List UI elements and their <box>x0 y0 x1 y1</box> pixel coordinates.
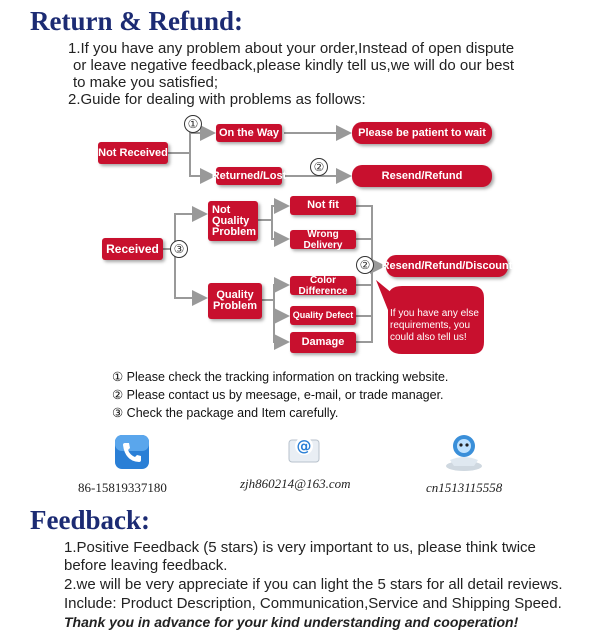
feedback-line-2: before leaving feedback. <box>64 557 228 574</box>
step-3: ③ Check the package and Item carefully. <box>112 406 339 420</box>
feedback-line-5: Thank you in advance for your kind understanding and cooperation! <box>64 614 519 630</box>
box-damage: Damage <box>290 332 356 353</box>
box-on-the-way: On the Way <box>216 124 282 142</box>
return-para-line-1: 1.If you have any problem about your order,Instead of open dispute <box>68 40 515 57</box>
box-resend-refund: Resend/Refund <box>352 165 492 187</box>
box-not-fit: Not fit <box>290 196 356 215</box>
box-wrong-delivery: Wrong Delivery <box>290 230 356 249</box>
svg-text:@: @ <box>296 437 312 455</box>
contact-im: cn1513115558 <box>426 480 503 495</box>
step-1: ① Please check the tracking information on tracking website. <box>112 370 449 384</box>
circle-number-2: ② <box>310 158 328 176</box>
return-para-line-4: 2.Guide for dealing with problems as follows: <box>68 91 366 108</box>
box-not-received: Not Received <box>98 142 168 164</box>
step-2: ② Please contact us by meesage, e-mail, or trade manager. <box>112 388 444 402</box>
circle-number-1: ① <box>184 115 202 133</box>
box-not-quality-problem: Not Quality Problem <box>208 201 258 241</box>
contact-phone: 86-15819337180 <box>78 480 167 495</box>
circle-number-3: ③ <box>170 240 188 258</box>
return-para-line-2: or leave negative feedback,please kindly tell us,we will do our best <box>73 57 515 74</box>
box-quality-defect: Quality Defect <box>290 306 356 325</box>
phone-icon <box>114 434 150 470</box>
return-refund-title: Return & Refund: <box>30 6 243 36</box>
box-patient-wait: Please be patient to wait <box>352 122 492 144</box>
feedback-line-1: 1.Positive Feedback (5 stars) is very important to us, please think twice <box>64 539 536 556</box>
messenger-icon <box>442 430 486 474</box>
contact-email: zjh860214@163.com <box>240 476 351 491</box>
box-color-difference: Color Difference <box>290 276 356 295</box>
circle-number-2b: ② <box>356 256 374 274</box>
box-received: Received <box>102 238 163 260</box>
box-quality-problem: Quality Problem <box>208 283 262 319</box>
speech-bubble-text: If you have any else requirements, you could also tell us! <box>390 308 479 343</box>
email-icon <box>286 432 322 468</box>
box-returned-lost: Returned/Lost <box>216 167 282 185</box>
feedback-line-4: Include: Product Description, Communication,Service and Shipping Speed. <box>64 595 562 612</box>
box-resend-refund-discount: Resend/Refund/Discount <box>386 255 508 277</box>
feedback-title: Feedback: <box>30 505 150 535</box>
return-para-line-3: to make you satisfied; <box>73 74 219 91</box>
feedback-line-3: 2.we will be very appreciate if you can light the 5 stars for all detail reviews. <box>64 576 563 593</box>
